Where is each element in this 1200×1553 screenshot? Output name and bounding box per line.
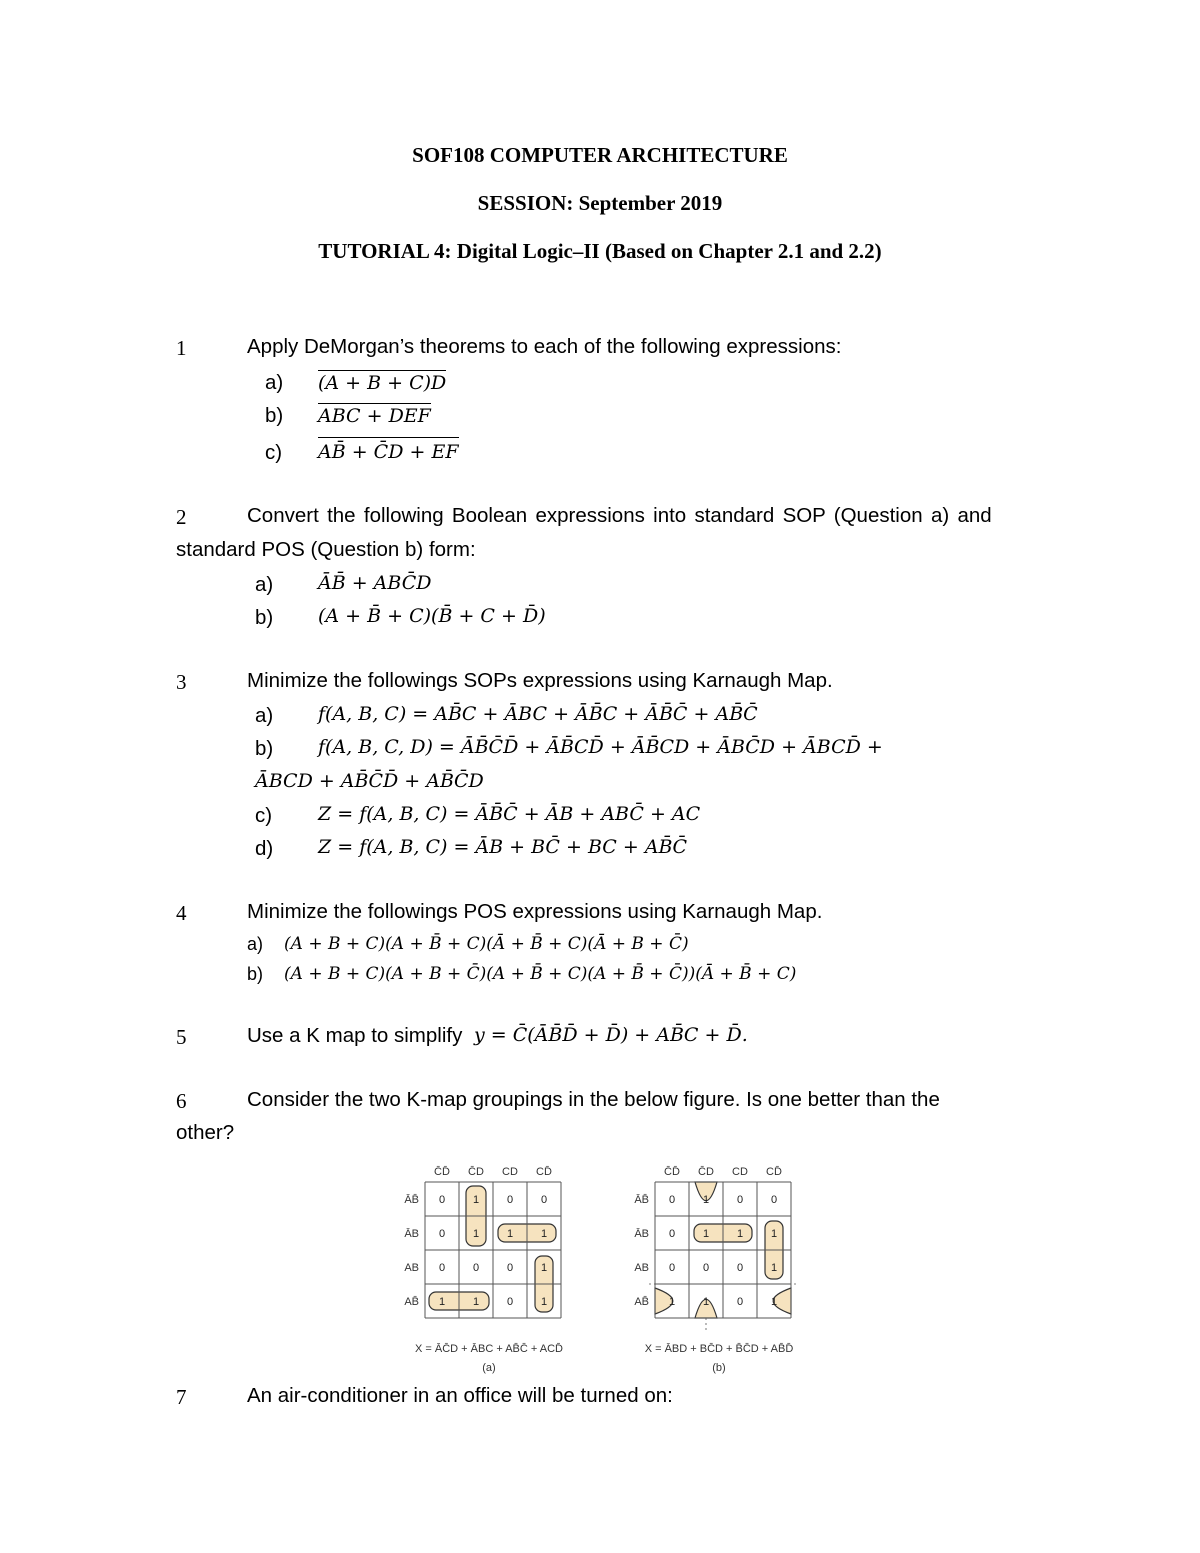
- kmap-a-cell: 0: [438, 1228, 446, 1240]
- q3-b-label: b): [255, 737, 274, 760]
- kmap-b-cell: 1: [736, 1228, 744, 1240]
- kmap-b-cell: 0: [736, 1262, 744, 1274]
- q6-text-line2: other?: [176, 1121, 235, 1144]
- q7-number: 7: [176, 1385, 187, 1409]
- q4-b-label: b): [247, 964, 264, 984]
- kmap-b-cell: 0: [668, 1262, 676, 1274]
- kmap-b-cell: 0: [702, 1262, 710, 1274]
- kmap-a-cell: 0: [506, 1262, 514, 1274]
- course-title: SOF108 COMPUTER ARCHITECTURE: [412, 143, 788, 167]
- kmap-b-cell: 0: [736, 1194, 744, 1206]
- kmap-a-cell: 1: [540, 1296, 548, 1308]
- kmap-a-expression: X = ĀC̄D + ĀBC + AB̄C̄ + ACD̄: [415, 1343, 563, 1355]
- kmap-b-cell: 1: [702, 1228, 710, 1240]
- q4-number: 4: [176, 901, 187, 925]
- kmap-b-cell: 0: [668, 1228, 676, 1240]
- kmap-a-cell: 1: [540, 1262, 548, 1274]
- q2-b-label: b): [255, 606, 274, 629]
- q5-text: Use a K map to simplify: [247, 1024, 463, 1047]
- q2-text-line1: Convert the following Boolean expressions into standard SOP (Question a) and: [247, 504, 992, 527]
- kmap-b-expression: X = ĀBD + BC̄D + B̄C̄D + AB̄D̄: [644, 1343, 794, 1355]
- kmap-b-col-header: C̄D: [698, 1166, 714, 1178]
- q3-d-expression: Z = f(A, B, C) = ĀB + BC̄ + BC + AB̄C̄: [318, 836, 688, 858]
- kmap-b-row-header: ĀB̄: [634, 1194, 649, 1206]
- tutorial-title: TUTORIAL 4: Digital Logic–II (Based on Chapter 2.1 and 2.2): [318, 239, 882, 263]
- session-line: SESSION: September 2019: [477, 191, 723, 215]
- q3-text: Minimize the followings SOPs expressions using Karnaugh Map.: [247, 669, 833, 692]
- kmap-b-row-header: AB: [634, 1262, 649, 1274]
- q3-b-expression-line1: f(A, B, C, D) = ĀB̄C̄D̄ + ĀB̄CD̄ + ĀB̄CD + ĀBC̄D + ĀBCD̄ +: [318, 736, 883, 758]
- q3-number: 3: [176, 670, 187, 694]
- kmap-a-col-header: CD: [502, 1166, 518, 1178]
- q2-text-line2: standard POS (Question b) form:: [176, 538, 476, 561]
- kmap-a-row-header: ĀB̄: [404, 1194, 419, 1206]
- kmap-b-cell: 1: [702, 1296, 710, 1308]
- q3-d-label: d): [255, 837, 274, 860]
- q6-number: 6: [176, 1089, 187, 1113]
- kmap-a-cell: 0: [438, 1194, 446, 1206]
- q1-number: 1: [176, 336, 187, 360]
- kmap-a-col-header: C̄D: [468, 1166, 484, 1178]
- kmap-a-col-header: CD̄: [536, 1166, 552, 1178]
- q2-a-expression: ĀB̄ + ABC̄D: [318, 572, 432, 594]
- kmap-a-cell: 0: [540, 1194, 548, 1206]
- kmap-b-cell: 1: [770, 1262, 778, 1274]
- kmap-a-cell: 1: [472, 1228, 480, 1240]
- q2-number: 2: [176, 505, 187, 529]
- kmap-b-cell: 1: [702, 1194, 710, 1206]
- q5-number: 5: [176, 1025, 187, 1049]
- q7-text: An air-conditioner in an office will be turned on:: [247, 1384, 673, 1407]
- q1-b-expression: ABC + DEF: [318, 405, 431, 427]
- kmap-b-row-header: AB̄: [634, 1296, 649, 1308]
- kmap-a-cell: 0: [506, 1296, 514, 1308]
- kmap-a-cell: 0: [438, 1262, 446, 1274]
- kmap-b-cell: 1: [668, 1296, 676, 1308]
- q3-c-label: c): [255, 804, 273, 827]
- q1-c-label: c): [265, 441, 283, 464]
- q3-a-expression: f(A, B, C) = AB̄C + ĀBC + ĀB̄C + ĀB̄C̄ + AB̄C̄: [318, 703, 758, 725]
- q4-text: Minimize the followings POS expressions using Karnaugh Map.: [247, 900, 823, 923]
- kmap-b-col-header: CD̄: [766, 1166, 782, 1178]
- kmap-a-cell: 1: [472, 1194, 480, 1206]
- q1-text: Apply DeMorgan’s theorems to each of the following expressions:: [247, 335, 842, 358]
- kmap-a-row-header: ĀB: [404, 1228, 419, 1240]
- q2-b-expression: (A + B̄ + C)(B̄ + C + D̄): [318, 605, 546, 627]
- kmap-a-row-header: AB̄: [404, 1296, 419, 1308]
- kmap-a-cell: 1: [540, 1228, 548, 1240]
- q1-b-label: b): [265, 404, 284, 427]
- kmap-a-cell: 1: [506, 1228, 514, 1240]
- q3-b-expression-line2: ĀBCD + AB̄C̄D̄ + AB̄C̄D: [255, 770, 484, 792]
- kmap-a-col-header: C̄D̄: [434, 1166, 450, 1178]
- q4-a-expression: (A + B + C)(A + B̄ + C)(Ā + B̄ + C)(Ā + B + C̄): [284, 934, 689, 954]
- kmap-b-cell: 0: [736, 1296, 744, 1308]
- kmap-b-cell: 1: [770, 1296, 778, 1308]
- kmap-b-row-header: ĀB: [634, 1228, 649, 1240]
- kmap-a-cell: 0: [506, 1194, 514, 1206]
- kmap-b-col-header: CD: [732, 1166, 748, 1178]
- q4-b-expression: (A + B + C)(A + B + C̄)(A + B̄ + C)(A + B̄ + C̄))(Ā + B̄ + C): [284, 964, 797, 984]
- kmap-b-cell: 1: [770, 1228, 778, 1240]
- q4-a-label: a): [247, 934, 264, 954]
- kmap-a-cell: 0: [472, 1262, 480, 1274]
- kmap-a-figure: [395, 1160, 585, 1385]
- q3-a-label: a): [255, 704, 274, 727]
- kmap-a-cell: 1: [438, 1296, 446, 1308]
- q1-a-label: a): [265, 371, 284, 394]
- q1-c-expression: AB̄ + C̄D + EF: [318, 437, 459, 463]
- kmap-b-cell: 0: [668, 1194, 676, 1206]
- q3-c-expression: Z = f(A, B, C) = ĀB̄C̄ + ĀB + ABC̄ + AC: [318, 803, 701, 825]
- kmap-a-cell: 1: [472, 1296, 480, 1308]
- kmap-a-caption: (a): [482, 1362, 496, 1374]
- kmap-b-caption: (b): [712, 1362, 726, 1374]
- q2-a-label: a): [255, 573, 274, 596]
- kmap-b-figure: [625, 1160, 815, 1385]
- q5-expression: y = C̄(ĀB̄D̄ + D̄) + AB̄C + D̄.: [474, 1024, 748, 1046]
- kmap-a-row-header: AB: [404, 1262, 419, 1274]
- kmap-b-col-header: C̄D̄: [664, 1166, 680, 1178]
- q6-text-line1: Consider the two K-map groupings in the below figure. Is one better than the: [247, 1088, 940, 1111]
- q1-a-expression: (A + B + C)D: [318, 372, 447, 394]
- kmap-b-cell: 0: [770, 1194, 778, 1206]
